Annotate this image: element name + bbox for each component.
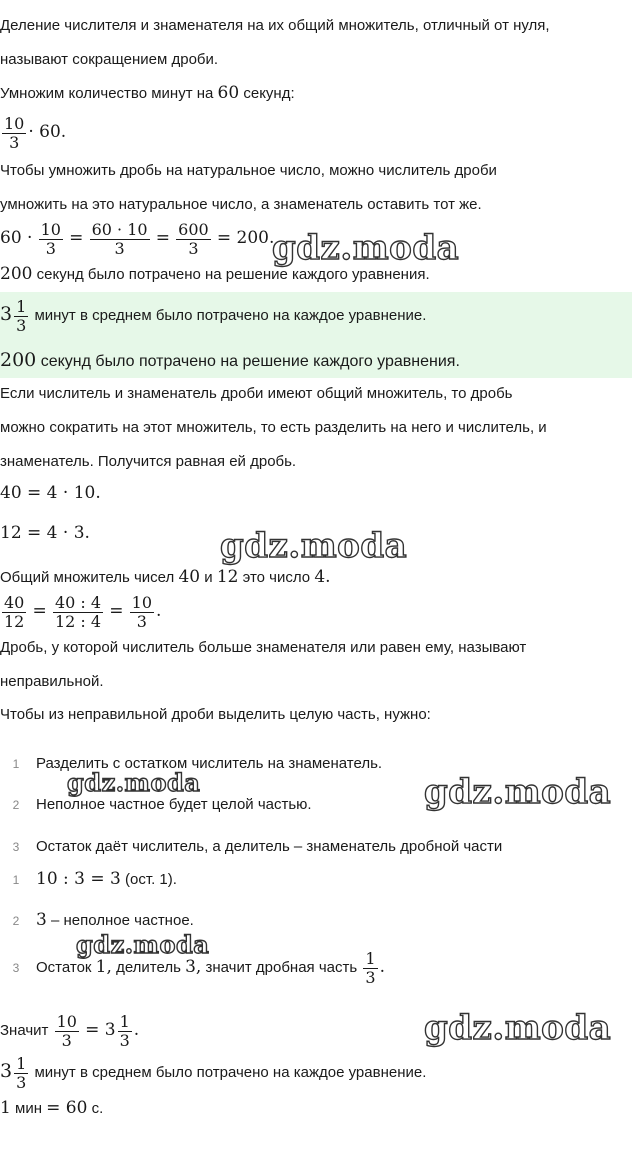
fraction: $\frac{10}{3}$ bbox=[4, 113, 25, 152]
paragraph: неправильной. bbox=[0, 673, 104, 690]
list-item: 1 Разделить с остатком числитель на знаменатель. bbox=[12, 755, 383, 772]
watermark-logo: gdz.moda bbox=[76, 930, 210, 959]
list-item: 1 10 : 3 = 3 (ост. 1). bbox=[12, 869, 177, 889]
fraction: $\frac{600}{3}$ bbox=[178, 219, 209, 258]
list-item: 3 Остаток даёт числитель, а делитель – знаменатель дробной части bbox=[12, 838, 503, 855]
fraction: $\frac{10}{3}$ bbox=[131, 592, 153, 631]
watermark-logo: gdz.moda bbox=[220, 526, 408, 566]
paragraph bbox=[0, 83, 295, 104]
paragraph: знаменатель. Получится равная ей дробь. bbox=[0, 453, 297, 470]
formula: 40 = 4 · 10. bbox=[0, 483, 101, 503]
formula: Значит $\frac{10}{3}$ = 3 $\frac{1}{3}$ . bbox=[0, 1011, 140, 1050]
fraction: $\frac{10}{3}$ bbox=[56, 1011, 77, 1050]
math: 60 bbox=[217, 83, 240, 103]
fraction: $\frac{1}{3}$ bbox=[119, 1011, 130, 1050]
paragraph: называют сокращением дроби. bbox=[0, 51, 219, 68]
watermark-logo: gdz.moda bbox=[67, 768, 201, 797]
fraction: $\frac{1}{3}$ bbox=[365, 948, 376, 987]
formula: 60 · $\frac{10}{3}$ = $\frac{60 \cdot 10}{3}$ = $\frac{600}{3}$ = 200. bbox=[0, 219, 275, 258]
list-item: 3 Остаток 1, делитель 3, значит дробная часть $\frac{1}{3}$ . bbox=[12, 948, 385, 987]
fraction: $\frac{1}{3}$ bbox=[16, 296, 27, 335]
watermark-logo: gdz.moda bbox=[272, 228, 460, 268]
answer-line: 3 $\frac{1}{3}$ минут в среднем было потрачено на каждое уравнение. bbox=[0, 1053, 427, 1092]
watermark-logo: gdz.moda bbox=[424, 1008, 612, 1048]
answer-line: 3 $\frac{1}{3}$ минут в среднем было потрачено на каждое уравнение. bbox=[0, 296, 427, 335]
fraction: $\frac{1}{3}$ bbox=[16, 1053, 27, 1092]
paragraph: Чтобы умножить дробь на натуральное число, можно числитель дроби bbox=[0, 162, 497, 179]
paragraph: умножить на это натуральное число, а знаменатель оставить тот же. bbox=[0, 196, 482, 213]
paragraph: Чтобы из неправильной дроби выделить целую часть, нужно: bbox=[0, 706, 431, 723]
watermark-logo: gdz.moda bbox=[424, 772, 612, 812]
answer-line: 200 секунд было потрачено на решение каждого уравнения. bbox=[0, 349, 460, 371]
paragraph: Общий множитель чисел 40 и 12 это число 4. bbox=[0, 567, 331, 587]
list-item: 2 3 – неполное частное. bbox=[12, 910, 194, 930]
formula: $\frac{10}{3}$ · 60. bbox=[4, 113, 67, 152]
formula: $\frac{40}{12}$ = $\frac{40 : 4}{12 : 4}$ = $\frac{10}{3}$ . bbox=[4, 592, 162, 631]
fraction: $\frac{40 : 4}{12 : 4}$ bbox=[54, 592, 102, 631]
formula: 1 мин = 60 с. bbox=[0, 1098, 104, 1118]
paragraph: Если числитель и знаменатель дроби имеют общий множитель, то дробь bbox=[0, 385, 513, 402]
paragraph: можно сократить на этот множитель, то есть разделить на него и числитель, и bbox=[0, 419, 547, 436]
fraction: $\frac{40}{12}$ bbox=[4, 592, 25, 631]
formula: 12 = 4 · 3. bbox=[0, 523, 90, 543]
text: Умножим количество минут на bbox=[0, 85, 214, 102]
fraction: $\frac{60 \cdot 10}{3}$ bbox=[91, 219, 148, 258]
text: секунд: bbox=[243, 85, 295, 102]
paragraph: 200 секунд было потрачено на решение каждого уравнения. bbox=[0, 264, 430, 284]
paragraph: Деление числителя и знаменателя на их общий множитель, отличный от нуля, bbox=[0, 17, 550, 34]
list-item: 2 Неполное частное будет целой частью. bbox=[12, 796, 312, 813]
fraction: $\frac{10}{3}$ bbox=[40, 219, 61, 258]
paragraph: Дробь, у которой числитель больше знаменателя или равен ему, называют bbox=[0, 639, 527, 656]
